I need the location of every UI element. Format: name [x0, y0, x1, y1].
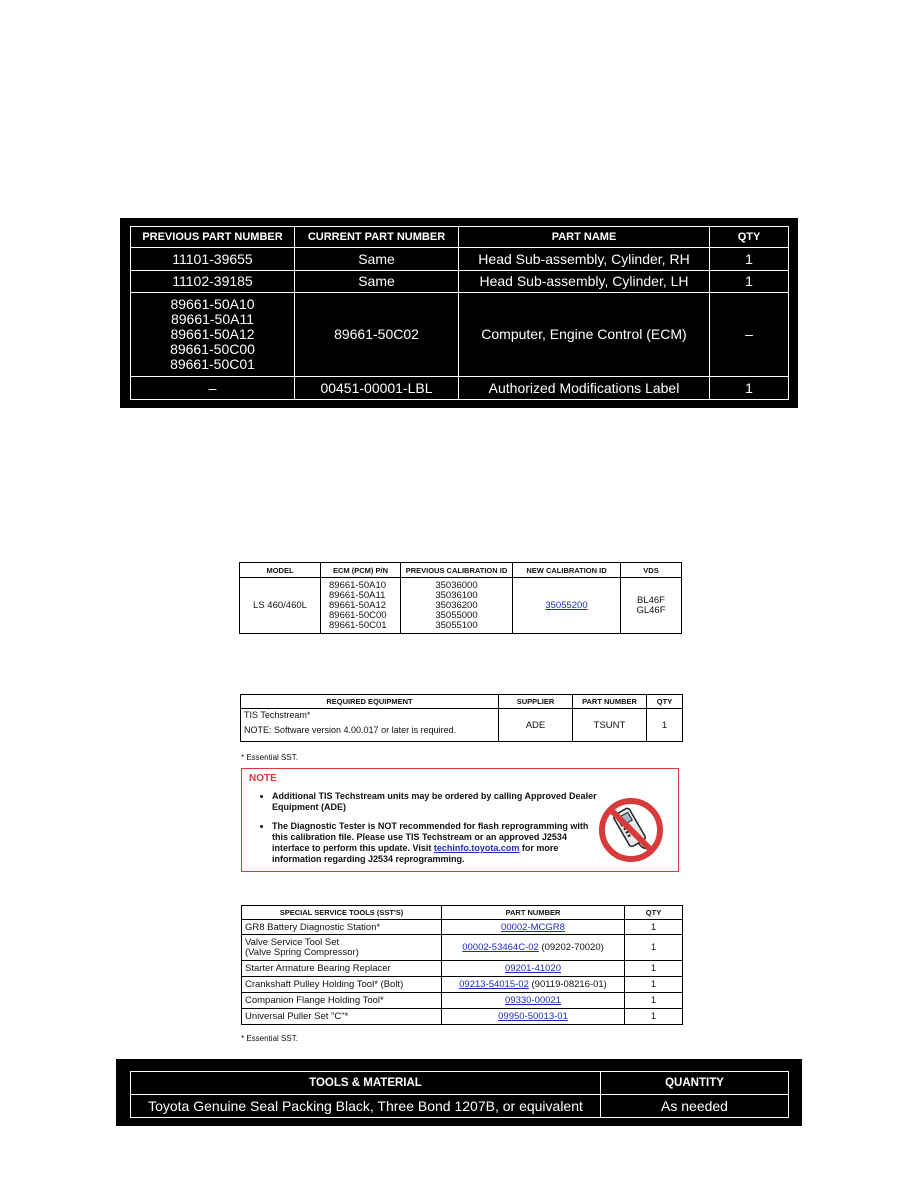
header-required-equipment: REQUIRED EQUIPMENT: [241, 695, 499, 709]
equipment-name: TIS Techstream*: [244, 710, 311, 720]
equipment-cell: [241, 709, 499, 742]
current-part-number: 00451-00001-LBL: [295, 376, 459, 399]
part-number-link[interactable]: 09950-50013-01: [498, 1011, 568, 1022]
note-bullet: • Additional TIS Techstream units may be ordered by calling Approved Dealer Equipment (ADE): [272, 791, 602, 813]
parts-table: [130, 226, 789, 400]
part-number-link[interactable]: 00002-53464C-02: [462, 942, 539, 953]
table-row: [131, 270, 789, 292]
new-calibration-id: [513, 578, 621, 634]
table-row: [131, 376, 789, 399]
qty: 1: [625, 920, 683, 935]
part-name: Head Sub-assembly, Cylinder, LH: [459, 270, 710, 292]
table-row: [242, 977, 683, 993]
sst-table: [241, 905, 683, 1025]
part-name: Computer, Engine Control (ECM): [459, 293, 710, 376]
previous-part-numbers: 89661-50A10 89661-50A11 89661-50A12 89661-50C00 89661-50C01: [131, 293, 295, 376]
prohibited-scan-tool-icon: [598, 797, 664, 863]
header-qty: QTY: [647, 695, 683, 709]
new-calibration-id-link[interactable]: 35055200: [545, 600, 588, 611]
header-ecm-pn: ECM (PCM) P/N: [321, 563, 401, 578]
tool-name: Valve Service Tool Set (Valve Spring Compressor): [242, 935, 442, 961]
current-part-number: Same: [295, 248, 459, 270]
qty: 1: [710, 248, 789, 270]
qty: 1: [710, 270, 789, 292]
current-part-number: 89661-50C02: [295, 293, 459, 376]
previous-part-number: 11101-39655: [131, 248, 295, 270]
header-part-number: PART NUMBER: [442, 906, 625, 920]
tool-part-number: [442, 1009, 625, 1025]
tools-material-table: [130, 1071, 789, 1118]
tool-part-number: 09213-54015-02 (90119-08216-01): [442, 977, 625, 993]
part-number-link[interactable]: 09330-00021: [505, 995, 561, 1006]
qty: 1: [625, 961, 683, 977]
header-vds: VDS: [621, 563, 682, 578]
note-bullet: • The Diagnostic Tester is NOT recommended for flash reprogramming with this calibration file. Please use TIS Techstream or an approved J2534 interface to perform this update. Visit techinfo.toyota.com for more information regarding J2534 reprogramming.: [272, 821, 602, 865]
table-row: [131, 248, 789, 270]
table-row: [242, 1009, 683, 1025]
qty: 1: [710, 376, 789, 399]
table-row: [242, 935, 683, 961]
material-name: Toyota Genuine Seal Packing Black, Three Bond 1207B, or equivalent: [131, 1095, 601, 1118]
part-number-link[interactable]: 09201-41020: [505, 963, 561, 974]
tool-part-number: [442, 920, 625, 935]
tool-part-number: [442, 961, 625, 977]
table-row: [242, 993, 683, 1009]
qty: –: [710, 293, 789, 376]
tool-part-number: [442, 993, 625, 1009]
header-new-calibration-id: NEW CALIBRATION ID: [513, 563, 621, 578]
table-row: [242, 920, 683, 935]
header-quantity: QUANTITY: [601, 1072, 789, 1095]
header-current-part-number: CURRENT PART NUMBER: [295, 227, 459, 248]
qty: 1: [625, 977, 683, 993]
part-number-link[interactable]: 09213-54015-02: [459, 979, 529, 990]
qty: 1: [625, 935, 683, 961]
part-name: Authorized Modifications Label: [459, 376, 710, 399]
header-previous-calibration-id: PREVIOUS CALIBRATION ID: [401, 563, 513, 578]
tool-part-number: 00002-53464C-02 (09202-70020): [442, 935, 625, 961]
tool-name: Starter Armature Bearing Replacer: [242, 961, 442, 977]
header-previous-part-number: PREVIOUS PART NUMBER: [131, 227, 295, 248]
table-row: [131, 1095, 789, 1118]
previous-part-number: 11102-39185: [131, 270, 295, 292]
current-part-number: Same: [295, 270, 459, 292]
vds: BL46F GL46F: [621, 578, 682, 634]
note-list: [258, 791, 602, 873]
previous-part-number: –: [131, 376, 295, 399]
header-qty: QTY: [625, 906, 683, 920]
supplier: ADE: [499, 709, 573, 742]
parts-table-box: [120, 218, 798, 408]
tool-name: Crankshaft Pulley Holding Tool* (Bolt): [242, 977, 442, 993]
equipment-table: [240, 694, 683, 742]
header-part-name: PART NAME: [459, 227, 710, 248]
material-quantity: As needed: [601, 1095, 789, 1118]
tools-material-box: [116, 1059, 802, 1126]
qty: 1: [625, 993, 683, 1009]
note-title: NOTE: [249, 773, 277, 784]
header-special-service-tools: SPECIAL SERVICE TOOLS (SST'S): [242, 906, 442, 920]
header-part-number: PART NUMBER: [573, 695, 647, 709]
previous-calibration-ids: 35036000 35036100 35036200 35055000 35055100: [401, 578, 513, 634]
tool-name: Companion Flange Holding Tool*: [242, 993, 442, 1009]
part-name: Head Sub-assembly, Cylinder, RH: [459, 248, 710, 270]
header-qty: QTY: [710, 227, 789, 248]
table-row: [240, 578, 682, 634]
header-supplier: SUPPLIER: [499, 695, 573, 709]
tool-name: GR8 Battery Diagnostic Station*: [242, 920, 442, 935]
part-number-link[interactable]: 00002-MCGR8: [501, 921, 565, 933]
qty: 1: [647, 709, 683, 742]
header-model: MODEL: [240, 563, 321, 578]
tool-name: Universal Puller Set "C"*: [242, 1009, 442, 1025]
equipment-footnote: * Essential SST.: [241, 753, 298, 762]
part-number: TSUNT: [573, 709, 647, 742]
ecm-part-numbers: 89661-50A10 89661-50A11 89661-50A12 89661-50C00 89661-50C01: [321, 578, 401, 634]
note-box: [241, 768, 679, 872]
table-row: [241, 709, 683, 742]
header-tools-material: TOOLS & MATERIAL: [131, 1072, 601, 1095]
equipment-note: NOTE: Software version 4.00.017 or later is required.: [244, 725, 457, 735]
qty: 1: [625, 1009, 683, 1025]
table-row: [242, 961, 683, 977]
table-row: [131, 293, 789, 376]
calibration-table: [239, 562, 682, 634]
techinfo-link[interactable]: techinfo.toyota.com: [433, 843, 520, 853]
sst-footnote: * Essential SST.: [241, 1034, 298, 1043]
model: LS 460/460L: [240, 578, 321, 634]
